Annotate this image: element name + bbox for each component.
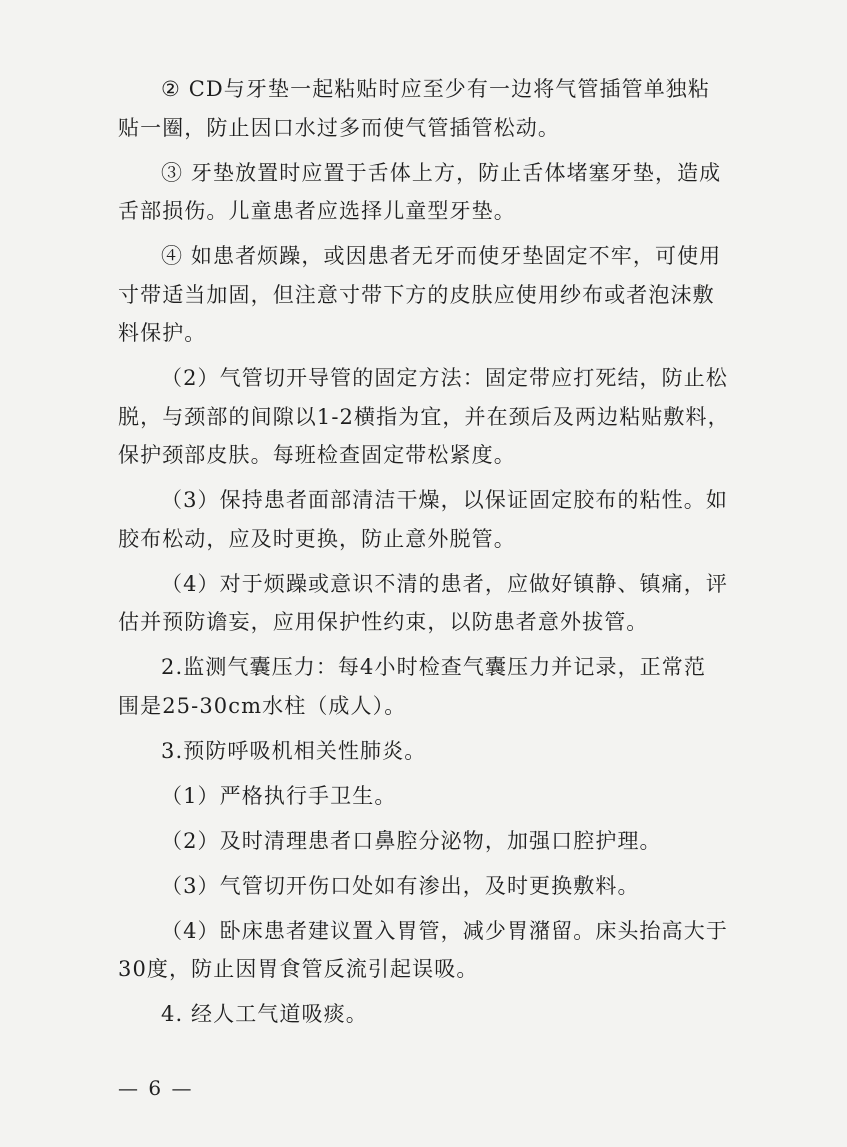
paragraph-line: （3）保持患者面部清洁干燥，以保证固定胶布的粘性。如 xyxy=(161,488,728,512)
document-body xyxy=(118,70,748,1040)
paragraph-line: （4）对于烦躁或意识不清的患者，应做好镇静、镇痛，评 xyxy=(161,571,728,596)
section-heading-vap xyxy=(118,732,748,771)
paragraph-line: 脱，与颈部的间隙以1-2横指为宜，并在颈后及两边粘贴敷料， xyxy=(118,404,730,429)
paragraph-line: 3.预防呼吸机相关性肺炎。 xyxy=(161,738,427,763)
paragraph-line: ③ 牙垫放置时应置于舌体上方，防止舌体堵塞牙垫，造成 xyxy=(161,160,722,185)
paragraph-line: 料保护。 xyxy=(118,321,207,345)
paragraph-line: （1）严格执行手卫生。 xyxy=(161,783,397,808)
paragraph-line: （2）及时清理患者口鼻腔分泌物，加强口腔护理。 xyxy=(161,828,662,853)
paragraph-line: 贴一圈，防止因口水过多而使气管插管松动。 xyxy=(118,115,560,140)
paragraph-line: 2.监测气囊压力：每4小时检查气囊压力并记录，正常范 xyxy=(161,655,706,679)
paragraph-item-4 xyxy=(118,237,748,353)
paragraph-line: 30度，防止因胃食管反流引起误吸。 xyxy=(118,957,479,981)
paragraph-hand-hygiene xyxy=(118,777,748,816)
paragraph-line: （3）气管切开伤口处如有渗出，及时更换敷料。 xyxy=(161,873,640,898)
paragraph-line: 寸带适当加固，但注意寸带下方的皮肤应使用纱布或者泡沫敷 xyxy=(118,282,715,307)
paragraph-sedation xyxy=(118,565,748,642)
paragraph-line: 围是25-30cm水柱（成人）。 xyxy=(118,693,407,718)
paragraph-line: 胶布松动，应及时更换，防止意外脱管。 xyxy=(118,526,516,551)
paragraph-line: 保护颈部皮肤。每班检查固定带松紧度。 xyxy=(118,443,516,467)
paragraph-line: （4）卧床患者建议置入胃管，减少胃潴留。床头抬高大于 xyxy=(161,918,728,943)
paragraph-line: 舌部损伤。儿童患者应选择儿童型牙垫。 xyxy=(118,199,516,223)
section-heading-suction xyxy=(118,995,748,1034)
paragraph-line: ④ 如患者烦躁，或因患者无牙而使牙垫固定不牢，可使用 xyxy=(161,244,722,268)
paragraph-line: 4. 经人工气道吸痰。 xyxy=(161,1002,368,1026)
paragraph-item-3 xyxy=(118,154,748,231)
paragraph-oral-care xyxy=(118,822,748,861)
paragraph-cuff-pressure xyxy=(118,648,748,725)
paragraph-item-2 xyxy=(118,70,748,147)
page-number: — 6 — xyxy=(118,1076,194,1100)
paragraph-line: 估并预防谵妄，应用保护性约束，以防患者意外拔管。 xyxy=(118,610,649,634)
paragraph-line: （2）气管切开导管的固定方法：固定带应打死结，防止松 xyxy=(161,366,728,390)
paragraph-gastric-tube xyxy=(118,912,748,989)
paragraph-tracheostomy-fixation xyxy=(118,359,748,475)
paragraph-face-clean xyxy=(118,481,748,558)
paragraph-wound-dressing xyxy=(118,867,748,906)
paragraph-line: ② CD与牙垫一起粘贴时应至少有一边将气管插管单独粘 xyxy=(161,77,711,101)
